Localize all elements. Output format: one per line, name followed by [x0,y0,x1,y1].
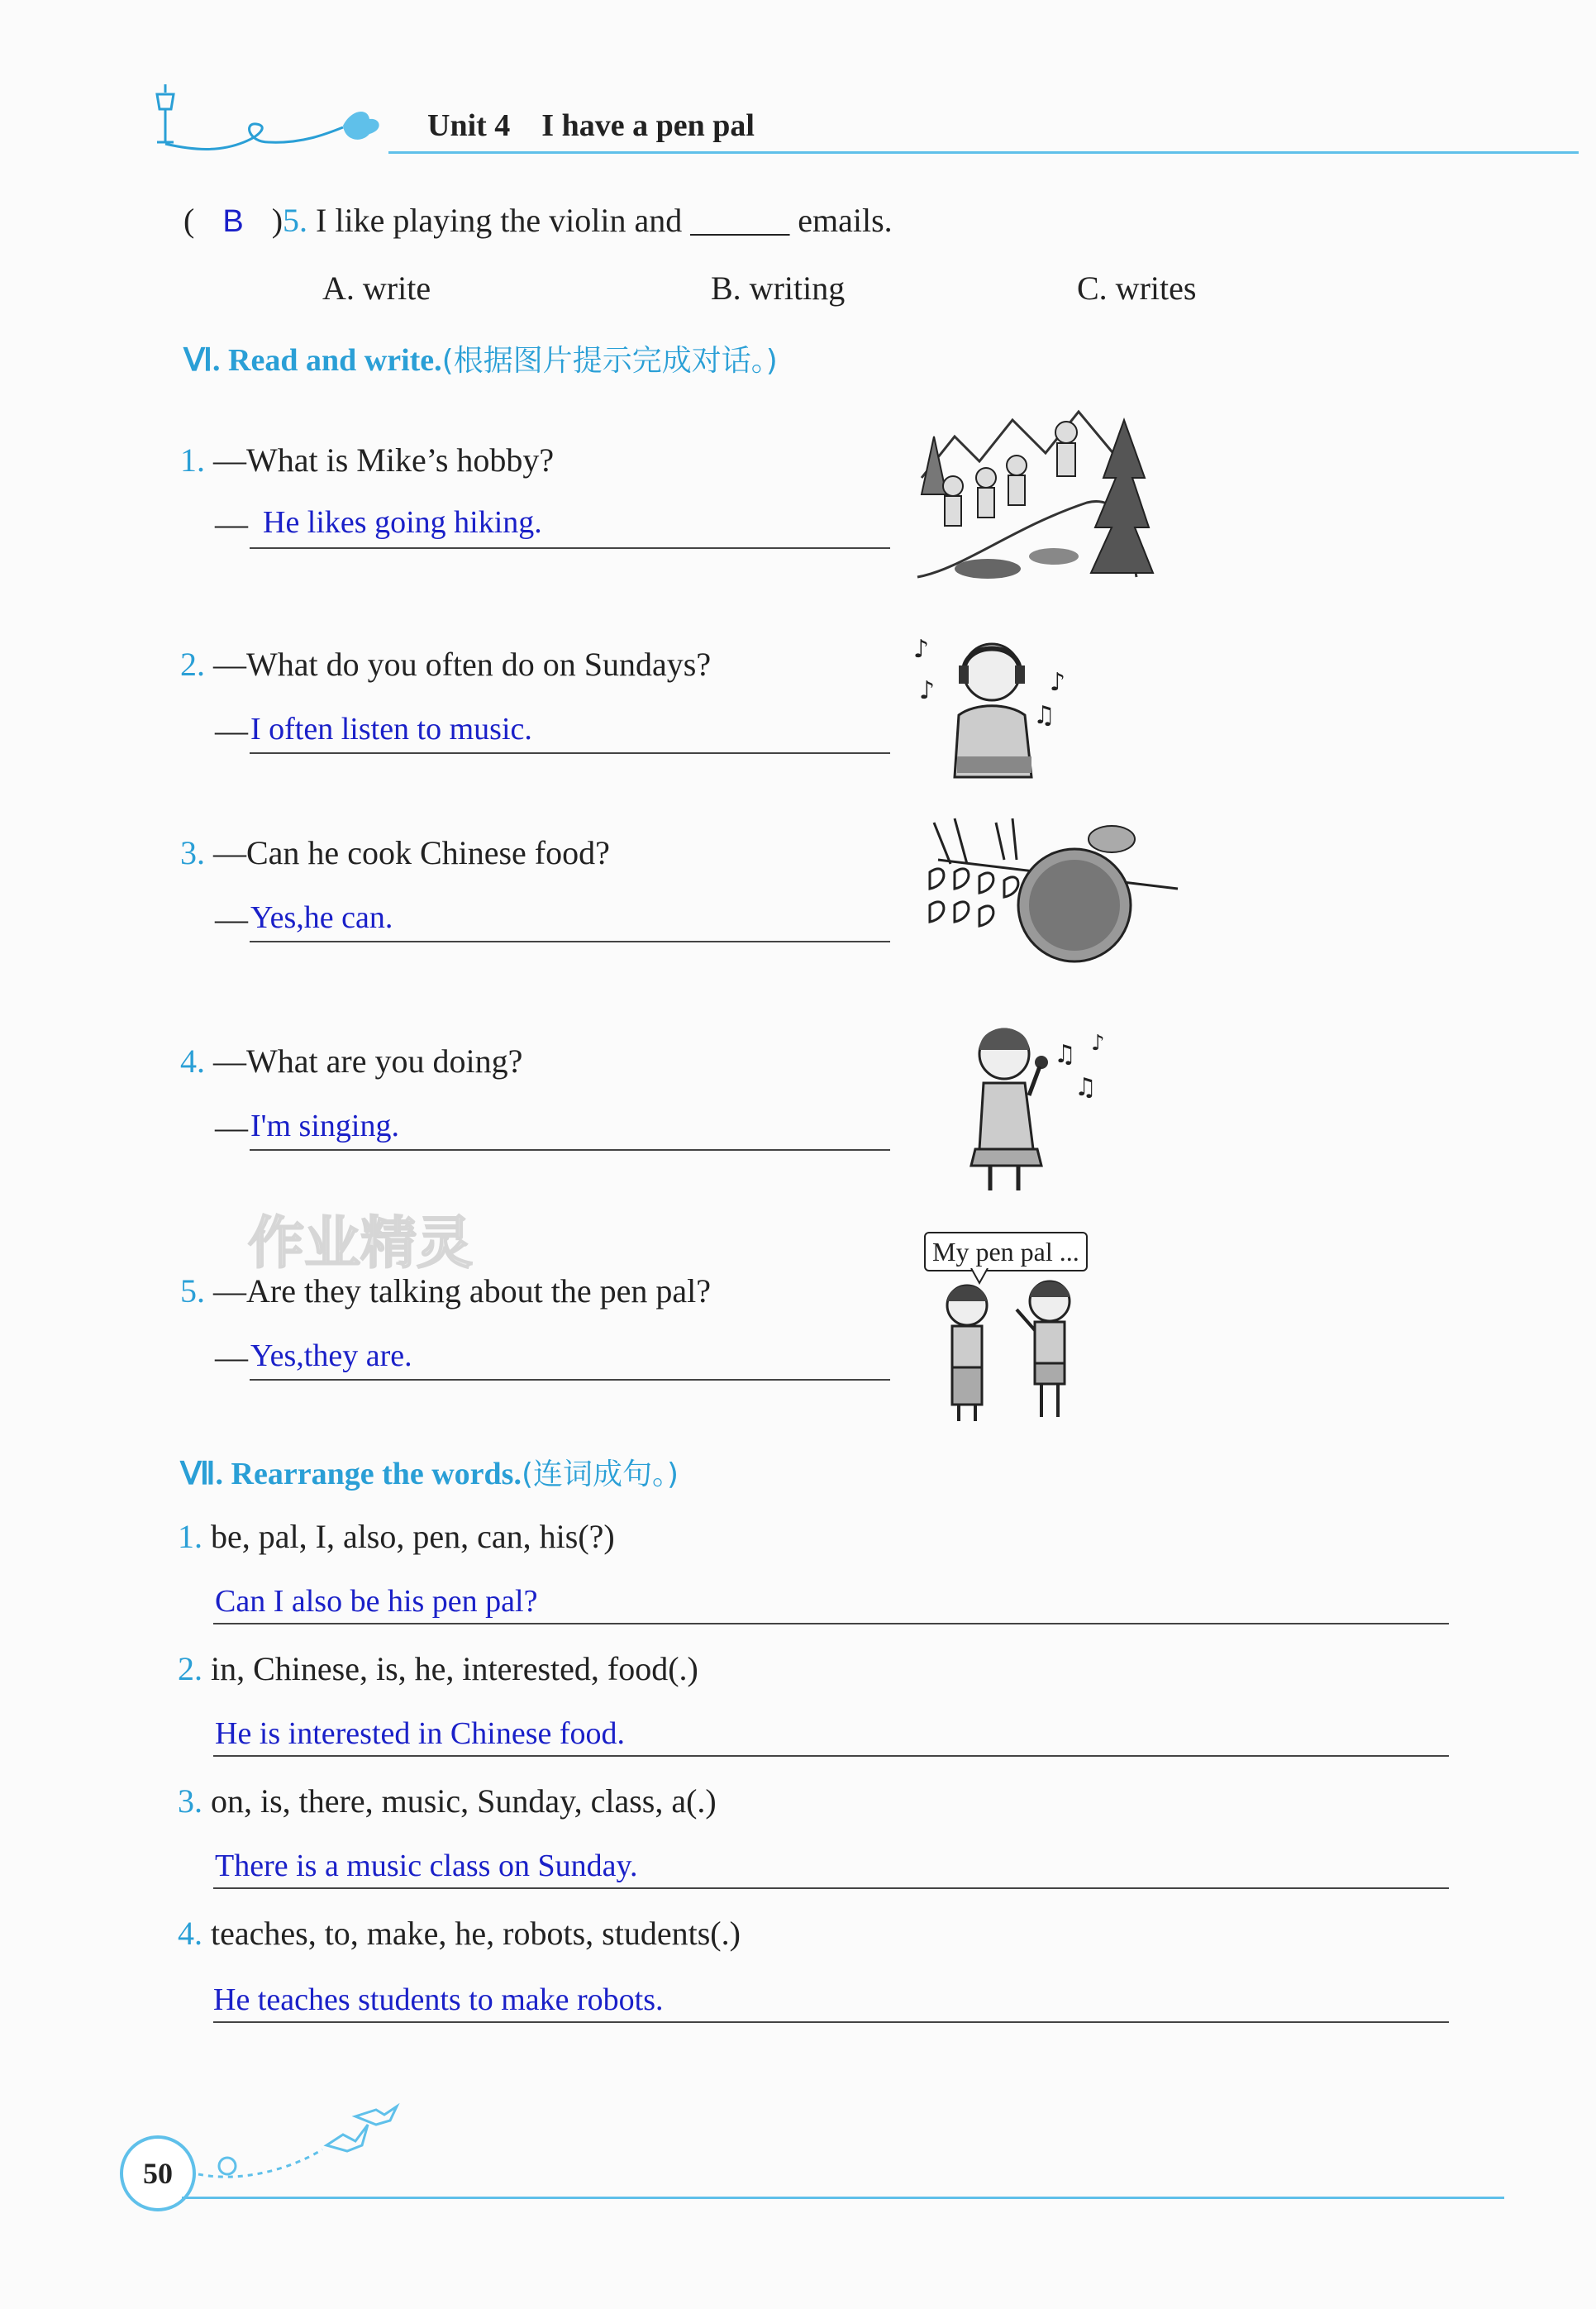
answer-line [213,1623,1449,1624]
question-text: —Are they talking about the pen pal? [213,1272,712,1310]
item-number: 3. [180,834,205,871]
svg-text:♪: ♪ [1050,668,1066,697]
section-7-heading [180,1451,679,1493]
answer-line [250,547,890,549]
dialog-question-5 [180,1271,711,1310]
item-number: 5. [180,1272,205,1310]
listening-to-music-picture [909,632,1083,781]
rearrange-item-4 [178,1914,741,1953]
word-list: on, is, there, music, Sunday, class, a(.) [211,1782,717,1820]
rearrange-answer-4: He teaches students to make robots. [213,1982,664,2017]
word-list: teaches, to, make, he, robots, students(.) [211,1915,741,1952]
answer-dash-4: — [215,1109,248,1146]
dialog-answer-3: Yes,he can. [250,900,393,935]
answer-dash-1: — [215,505,248,542]
option-a: A. write [322,270,431,307]
dialog-question-4 [180,1042,522,1081]
svg-text:♫: ♫ [1033,701,1055,730]
page-number: 50 [143,2157,173,2190]
bird-decoration-icon [190,2100,405,2191]
lamp-decoration-icon [145,76,393,159]
answer-line [213,1887,1449,1889]
rearrange-answer-1: Can I also be his pen pal? [215,1584,538,1619]
answer-line [250,1149,890,1151]
section-6-instruction: (根据图片提示完成对话。) [441,344,778,378]
item-number: 4. [180,1042,205,1080]
svg-text:♪: ♪ [1091,1031,1105,1056]
answer-dash-5: — [215,1338,248,1376]
answer-dash-2: — [215,712,248,749]
unit-label: Unit 4 [427,108,511,143]
answer-dash-3: — [215,900,248,937]
answer-line [250,1379,890,1381]
answer-line [250,941,890,942]
item-number: 1. [178,1518,202,1555]
item-number: 4. [178,1915,202,1952]
rearrange-item-3 [178,1782,717,1820]
cooking-dumplings-picture [922,814,1186,963]
unit-title: I have a pen pal [541,108,755,143]
answer-line [213,2021,1449,2023]
dialog-question-3 [180,833,610,872]
question-stem: I like playing the violin and ______ emails. [316,202,893,239]
word-list: in, Chinese, is, he, interested, food(.) [211,1650,698,1687]
dialog-answer-4: I'm singing. [250,1109,399,1143]
answer-line [250,752,890,754]
item-number: 2. [180,646,205,683]
dialog-answer-1: He likes going hiking. [263,505,542,540]
question-number: 5. [283,202,308,239]
dialog-question-1 [180,441,554,479]
section-6-title: Ⅵ. Read and write. [183,343,442,378]
page-number-badge [120,2135,196,2211]
unit-header [427,107,755,144]
item-number: 1. [180,441,205,479]
dialog-answer-5: Yes,they are. [250,1338,412,1373]
dialog-question-2 [180,645,711,684]
svg-text:♪: ♪ [919,676,936,705]
answer-line [213,1755,1449,1757]
paren-close: ) [271,202,283,239]
rearrange-answer-3: There is a music class on Sunday. [215,1849,638,1883]
section-7-title: Ⅶ. Rearrange the words. [180,1457,522,1491]
two-boys-talking-picture [934,1268,1099,1425]
section-6-heading [183,337,778,379]
question-text: —What are you doing? [213,1042,523,1080]
word-list: be, pal, I, also, pen, can, his(?) [211,1518,615,1555]
hiking-picture [913,403,1161,585]
header-rule [388,151,1579,154]
question-text: —What is Mike’s hobby? [213,441,555,479]
rearrange-item-2 [178,1649,698,1688]
item-number: 3. [178,1782,202,1820]
singing-girl-picture [942,1017,1124,1199]
option-b: B. writing [711,270,846,307]
svg-text:♫: ♫ [1074,1073,1097,1102]
svg-text:♪: ♪ [913,635,930,664]
speech-bubble-text: My pen pal ... [932,1237,1079,1267]
speech-bubble [924,1232,1088,1271]
section-7-instruction: (连词成句。) [521,1457,679,1491]
footer-rule [182,2197,1504,2199]
mc-answer: B [222,204,244,239]
mc-question-5 [183,201,893,240]
paren-open: ( [183,202,195,239]
item-number: 2. [178,1650,202,1687]
rearrange-item-1 [178,1517,615,1556]
question-text: —What do you often do on Sundays? [213,646,712,683]
question-text: —Can he cook Chinese food? [213,834,610,871]
watermark: 作业精灵 [248,1211,474,1276]
rearrange-answer-2: He is interested in Chinese food. [215,1716,626,1751]
dialog-answer-2: I often listen to music. [250,712,532,747]
svg-text:♫: ♫ [1054,1040,1076,1069]
option-c: C. writes [1077,270,1197,307]
